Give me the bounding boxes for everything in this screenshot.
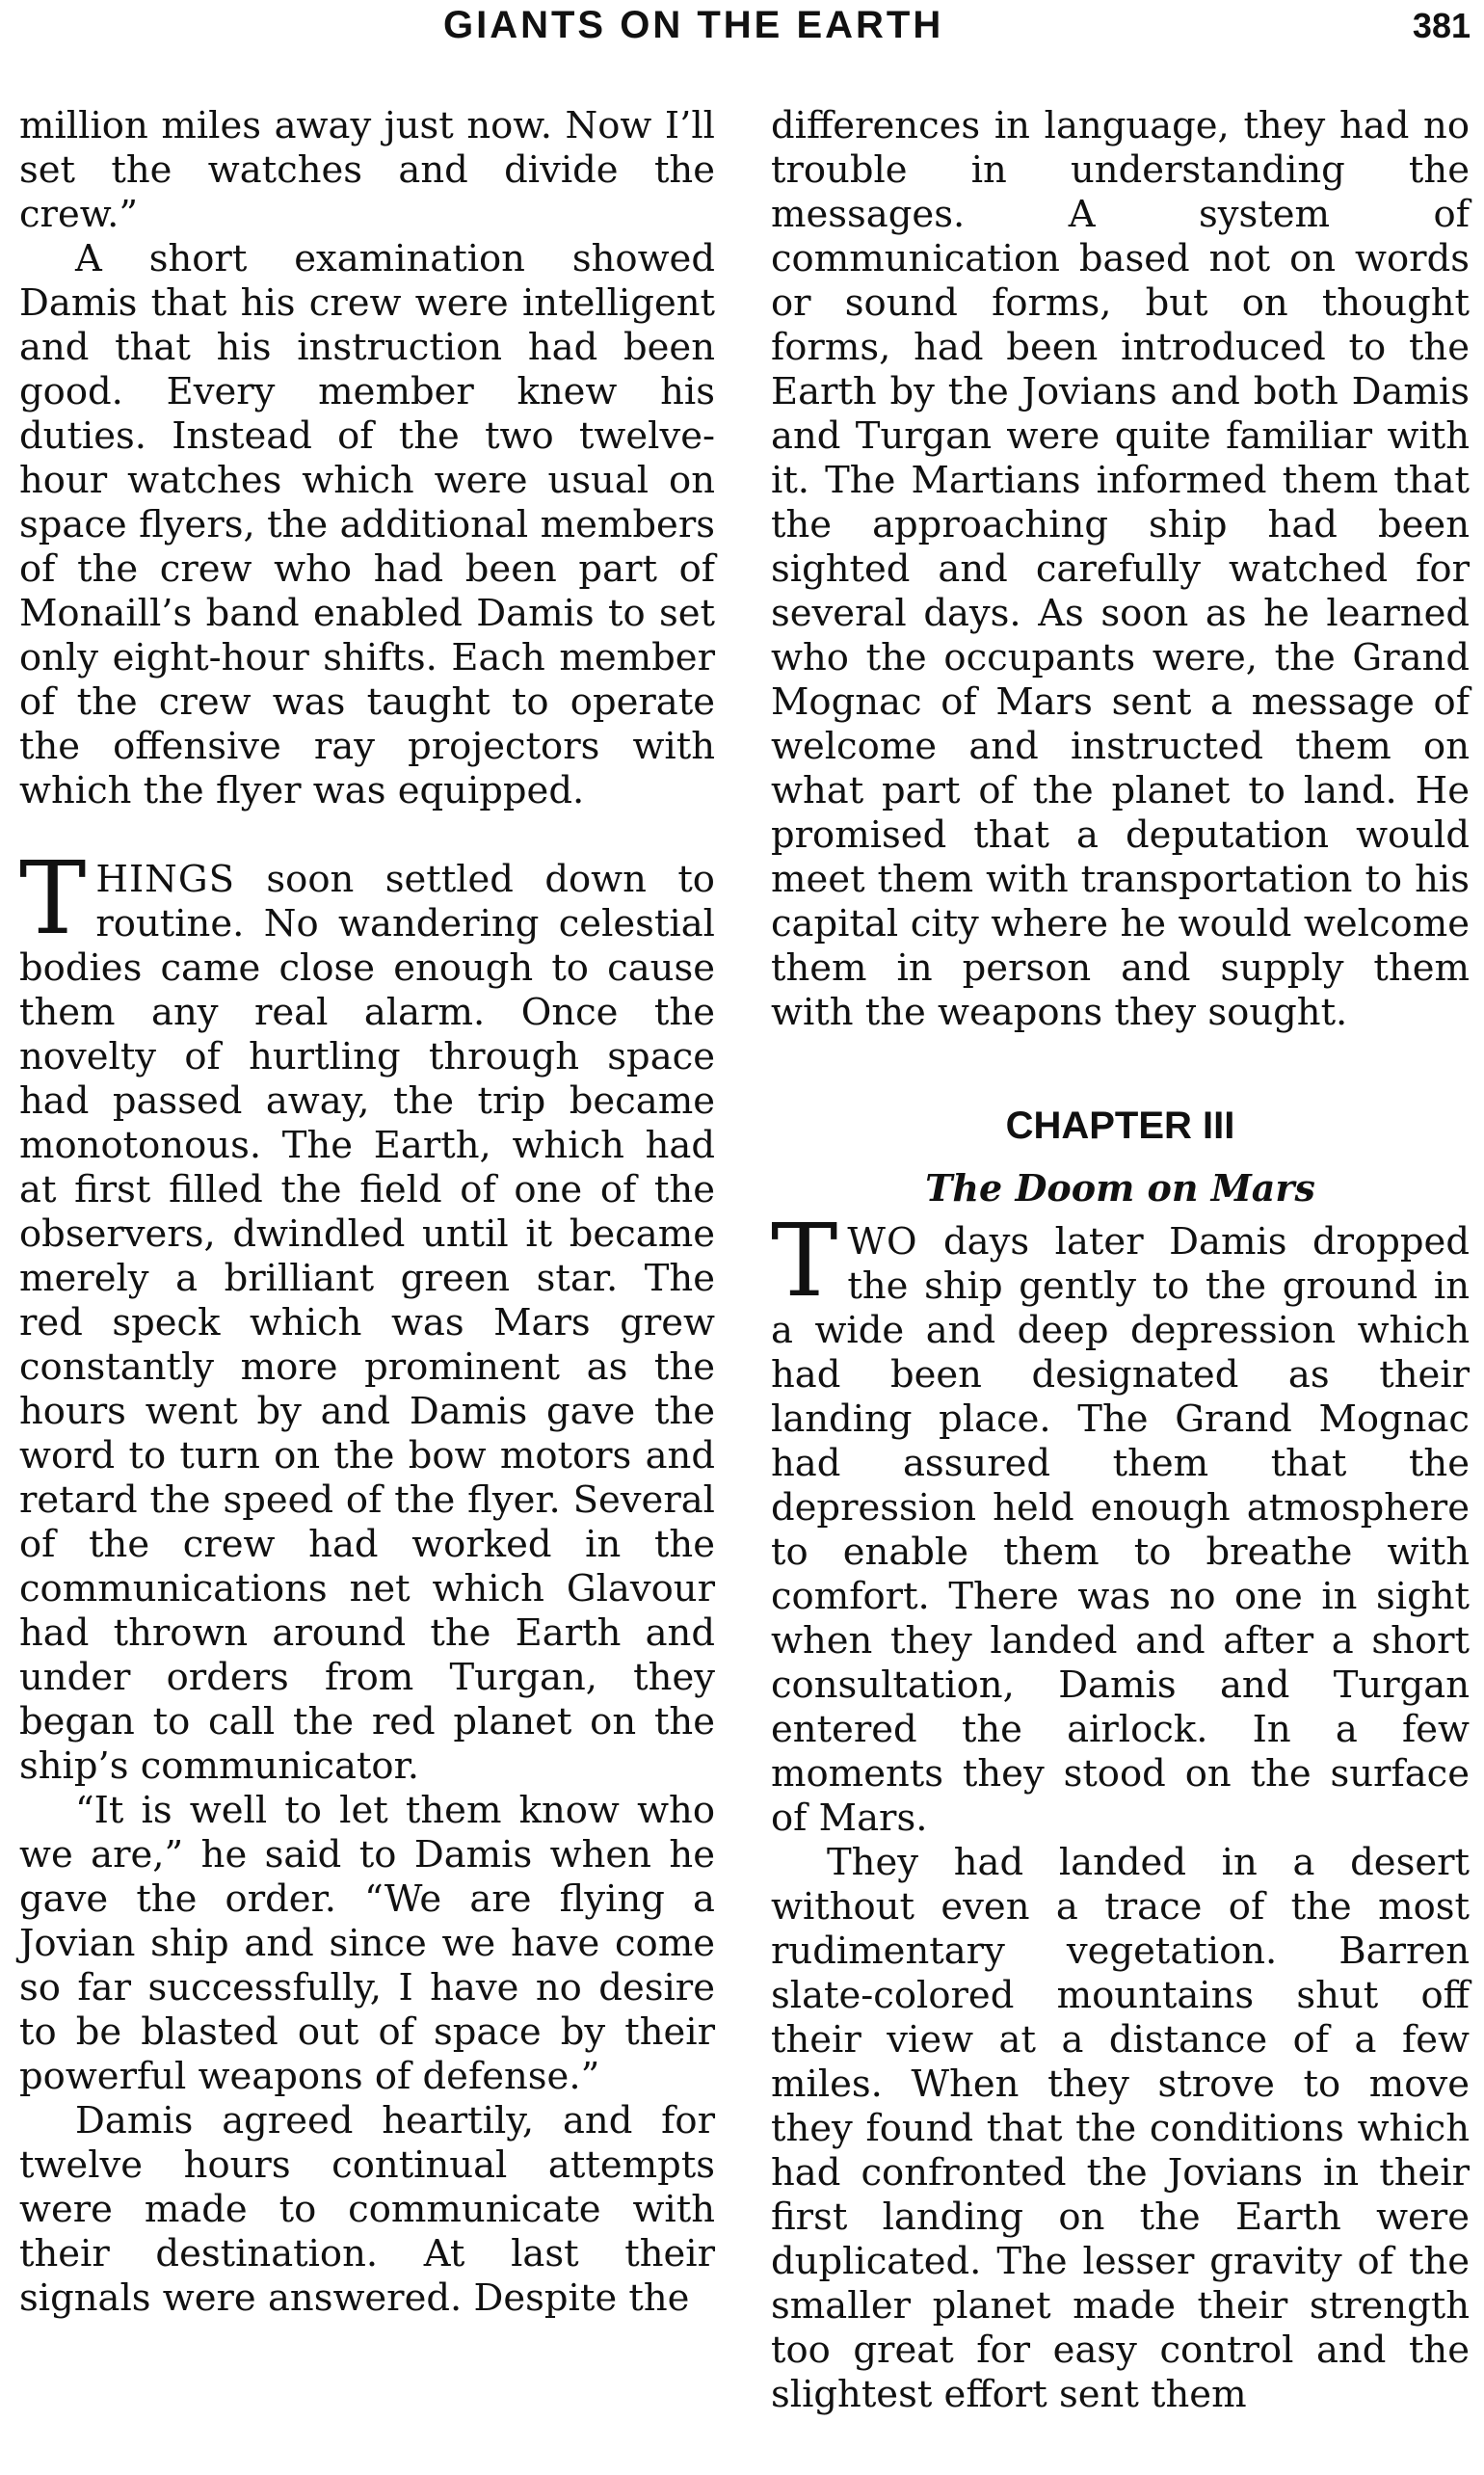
page-header [0, 4, 1484, 66]
chapter-heading: CHAPTER III [1005, 1104, 1235, 1147]
paragraph: differences in language, they had no trouble in understanding the messages. A system of communication based not on words or sound forms, but on thought forms, had been introduced to the Earth by the Jovians and both Damis and Turgan were quite familiar with it. The Martians informed them that the approaching ship had been sighted and carefully watched for several days. As soon as he learned who the occupants were, the Grand Mognac of Mars sent a message of welcome and instructed them on what part of the planet to land. He promised that a deputation would meet them with transportation to his capital city where he would welcome them in person and supply them with the weapons they sought. [771, 104, 1470, 1034]
running-title: GIANTS ON THE EARTH [443, 4, 944, 46]
small-caps-lead: HINGS [95, 858, 235, 901]
paragraph: million miles away just now. Now I’ll set the watches and divide the crew.” [19, 104, 715, 236]
left-column [19, 104, 715, 2321]
paragraph: A short examination showed Damis that his crew were intelligent and that his instruction had been good. Every member knew his duties. Instead of the two twelve-hour watches which were usual on space flyers, the additional members of the crew who had been part of Monaill’s band enabled Damis to set only eight-hour shifts. Each member of the crew was taught to operate the offensive ray projectors with which the flyer was equipped. [19, 237, 715, 812]
paragraph-with-drop-cap [771, 1202, 1470, 1841]
paragraph-text: soon settled down to routine. No wandering celestial bodies came close enough to cause them any real alarm. Once the novelty of hurtling through space had passed away, the trip became monotonous. The Earth, which had at first filled the field of one of the observers, dwindled until it became merely a brilliant green star. The red speck which was Mars grew constantly more prominent as the hours went by and Damis gave the word to turn on the bow motors and retard the speed of the flyer. Several of the crew had worked in the communications net which Glavour had thrown around the Earth and under orders from Turgan, they began to call the red planet on the ship’s communicator. [19, 858, 715, 1788]
page-number: 381 [1412, 6, 1471, 45]
chapter-subtitle: The Doom on Mars [925, 1166, 1315, 1210]
paragraph-text: days later Damis dropped the ship gently to the ground in a wide and deep depression which had been designated as their landing place. The Grand Mognac had assured them that the depression held enough atmosphere to enable them to breathe with comfort. There was no one in sight when they landed and after a short consultation, Damis and Turgan entered the airlock. In a few moments they stood on the surface of Mars. [771, 1220, 1470, 1840]
section-break [19, 813, 715, 858]
paragraph: “It is well to let them know who we are,” he said to Damis when he gave the order. “We are flying a Jovian ship and since we have come so far successfully, I have no desire to be blasted out of space by their powerful weapons of defense.” [19, 1789, 715, 2098]
paragraph-with-drop-cap [19, 839, 715, 1789]
drop-cap: T [19, 839, 87, 957]
section-break [771, 1035, 1470, 1079]
small-caps-lead: WO [847, 1220, 918, 1264]
drop-cap: T [771, 1202, 838, 1319]
right-column [771, 104, 1470, 2417]
paragraph: They had landed in a desert without even a trace of the most rudimentary vegetation. Barren slate-colored mountains shut off their view at a distance of a few miles. When they strove to move they found that the conditions which had confronted the Jovians in their first landing on the Earth were duplicated. The lesser gravity of the smaller planet made their strength too great for easy control and the slightest effort sent them [771, 1841, 1470, 2416]
paragraph: Damis agreed heartily, and for twelve hours continual attempts were made to communicate with their destination. At last their signals were answered. Despite the [19, 2099, 715, 2320]
